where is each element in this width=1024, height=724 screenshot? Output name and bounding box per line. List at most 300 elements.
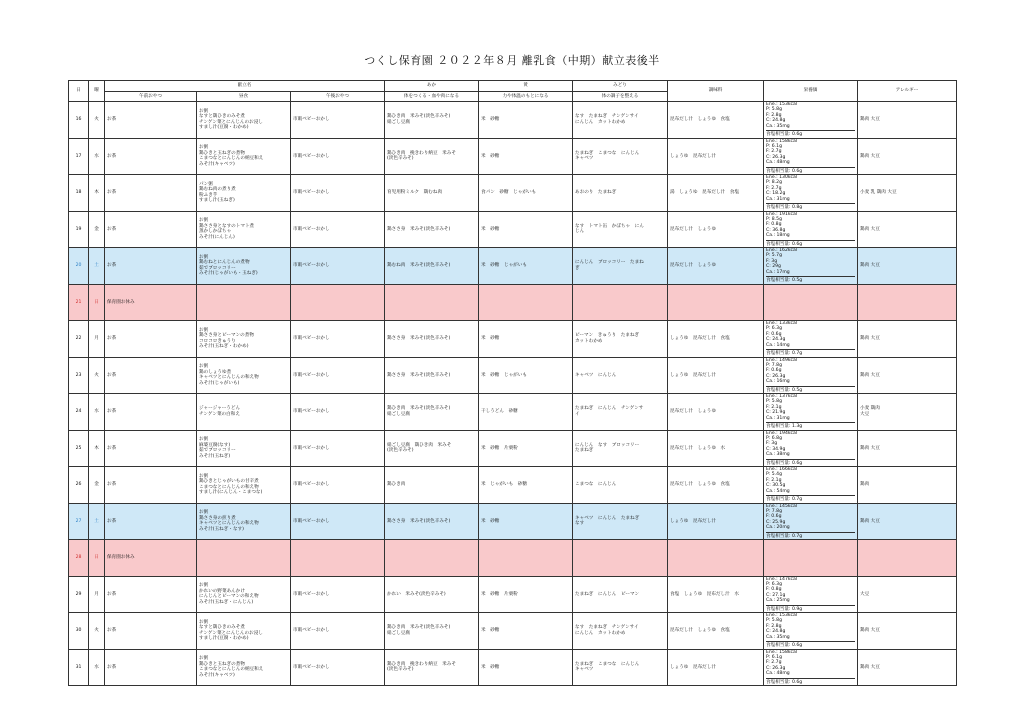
allergy-cell: 大豆 bbox=[858, 576, 957, 613]
seasoning-cell: 昆布だし汁 しょうゆ bbox=[668, 248, 764, 285]
nutrition-value: Ene.: 166kcal bbox=[766, 467, 798, 473]
lunch-item: 鶏ひきと玉ねぎの煮物 bbox=[199, 661, 245, 667]
nutrition-value: Ca.: 48mg bbox=[766, 671, 790, 677]
lunch-cell bbox=[197, 649, 291, 686]
am-snack-cell: お茶 bbox=[105, 138, 197, 175]
seasoning-cell: 昆布だし汁 しょうゆ 水 bbox=[668, 430, 764, 467]
dow-cell: 木 bbox=[89, 430, 105, 467]
allergy-cell: 鶏肉 大豆 bbox=[858, 102, 957, 139]
aka-cell: 鶏ひき肉 米みそ(淡色辛みそ) 絹ごし豆腐 bbox=[385, 613, 479, 650]
midori-cell: たまねぎ にんじん チンゲンサ イ bbox=[573, 394, 668, 431]
dow-cell: 土 bbox=[89, 248, 105, 285]
allergy-cell bbox=[858, 284, 957, 321]
dow-cell: 土 bbox=[89, 503, 105, 540]
lunch-item: 粉ふき芋 bbox=[199, 192, 218, 198]
seasoning-cell: しょうゆ 昆布だし汁 食塩 bbox=[668, 321, 764, 358]
midori-cell: あおのり たまねぎ bbox=[573, 175, 668, 212]
lunch-item: 鶏ささ身とピーマンの煮物 bbox=[199, 333, 254, 339]
nutrition-value: C: 24.3g bbox=[766, 337, 786, 343]
nutrition-value: P: 5.7g bbox=[766, 253, 782, 259]
nutrition-value: Ca.: 31mg bbox=[766, 196, 790, 202]
lunch-item: お粥 bbox=[199, 108, 209, 114]
dow-cell: 火 bbox=[89, 102, 105, 139]
header-allergy: アレルギー bbox=[858, 81, 957, 102]
lunch-item: 鶏ささ身となすのトマト煮 bbox=[199, 223, 255, 229]
lunch-item: パン粥 bbox=[199, 181, 213, 187]
menu-row bbox=[69, 321, 957, 358]
lunch-cell bbox=[197, 211, 291, 248]
nutrition-value: Ca.: 20mg bbox=[766, 525, 790, 531]
lunch-item: ジャージャーうどん bbox=[199, 406, 241, 412]
lunch-item: こまつなとにんじんの納豆和え bbox=[199, 667, 264, 673]
dow-cell: 金 bbox=[89, 211, 105, 248]
lunch-cell bbox=[197, 467, 291, 504]
lunch-item: こまつなとにんじんの納豆和え bbox=[199, 156, 264, 162]
lunch-cell bbox=[197, 430, 291, 467]
lunch-item: コロコロきゅうり bbox=[199, 338, 236, 344]
menu-row bbox=[69, 138, 957, 175]
nutrition-value: Ca.: 14mg bbox=[766, 342, 790, 348]
midori-cell: キャベツ にんじん bbox=[573, 357, 668, 394]
aka-cell: 鶏ひき肉 bbox=[385, 467, 479, 504]
nutrition-value: C: 29g bbox=[766, 264, 781, 270]
lunch-item: すまし汁(豆腐・わかめ) bbox=[199, 636, 249, 642]
menu-row bbox=[69, 430, 957, 467]
nutrition-value: P: 5.8g bbox=[766, 618, 782, 624]
lunch-item: お粥 bbox=[199, 218, 209, 224]
nutrition-value: F: 0.6g bbox=[766, 331, 782, 337]
header-chomiryo: 調味料 bbox=[668, 81, 764, 102]
salt-value: 食塩相当量: 0.6g bbox=[766, 240, 855, 247]
kiiro-cell: 米 砂糖 bbox=[479, 613, 573, 650]
menu-row bbox=[69, 284, 957, 321]
nutrition-value: C: 24.8g bbox=[766, 118, 786, 124]
lunch-item: 鶏のしょうゆ煮 bbox=[199, 369, 232, 375]
menu-row bbox=[69, 503, 957, 540]
nutrition-value: Ene.: 147kcal bbox=[766, 576, 798, 582]
header-gozen: 午前おやつ bbox=[105, 92, 197, 102]
aka-cell: 鶏ひき肉 米みそ(淡色辛みそ) 絹ごし豆腐 bbox=[385, 102, 479, 139]
menu-row bbox=[69, 467, 957, 504]
kiiro-cell: 米 砂糖 bbox=[479, 102, 573, 139]
menu-table bbox=[68, 80, 957, 686]
menu-row bbox=[69, 394, 957, 431]
am-snack-cell: お茶 bbox=[105, 649, 197, 686]
am-snack-cell: お茶 bbox=[105, 357, 197, 394]
salt-value: 食塩相当量: 1.3g bbox=[766, 422, 855, 429]
header-aka: あか bbox=[385, 81, 479, 92]
nutrition-value: P: 5.4g bbox=[766, 472, 782, 478]
nutrition-value: C: 34.9g bbox=[766, 446, 786, 452]
midori-cell: こまつな にんじん bbox=[573, 467, 668, 504]
lunch-cell bbox=[197, 576, 291, 613]
seasoning-cell: しょうゆ 昆布だし汁 bbox=[668, 138, 764, 175]
nutrition-value: F: 0.8g bbox=[766, 587, 782, 593]
lunch-item: みそ汁(にんじん) bbox=[199, 234, 235, 240]
lunch-cell bbox=[197, 284, 291, 321]
date-cell: 27 bbox=[69, 503, 89, 540]
lunch-item: お粥 bbox=[199, 327, 209, 333]
salt-value: 食塩相当量: 0.5g bbox=[766, 276, 855, 283]
lunch-item: 鶏むね肉の煮り煮 bbox=[199, 187, 236, 193]
nutrition-value: P: 8.5g bbox=[766, 216, 782, 222]
pm-snack-cell: 市販ベビーおかし bbox=[291, 649, 385, 686]
lunch-item: みそ汁(玉ねぎ・なす) bbox=[199, 526, 244, 532]
pm-snack-cell: 市販ベビーおかし bbox=[291, 503, 385, 540]
header-aka-sub: 体をつくる・血や肉になる bbox=[385, 92, 479, 102]
lunch-item: お粥 bbox=[199, 437, 209, 443]
dow-cell: 日 bbox=[89, 540, 105, 577]
nutrition-value: Ene.: 191kcal bbox=[766, 211, 798, 217]
nutrition-value: Ca.: 48mg bbox=[766, 160, 790, 166]
aka-cell: 鶏ささ身 米みそ(淡色辛みそ) bbox=[385, 357, 479, 394]
midori-cell: なす たまねぎ チンゲンサイ にんじん カットわかめ bbox=[573, 613, 668, 650]
midori-cell: なす たまねぎ チンゲンサイ にんじん カットわかめ bbox=[573, 102, 668, 139]
allergy-cell: 鶏肉 大豆 bbox=[858, 649, 957, 686]
kiiro-cell bbox=[479, 284, 573, 321]
lunch-item: お粥 bbox=[199, 145, 209, 151]
menu-row bbox=[69, 211, 957, 248]
date-cell: 22 bbox=[69, 321, 89, 358]
nutrition-cell bbox=[764, 613, 858, 650]
date-cell: 18 bbox=[69, 175, 89, 212]
allergy-cell: 小麦 鶏肉 大豆 bbox=[858, 394, 957, 431]
date-cell: 17 bbox=[69, 138, 89, 175]
nutrition-value: Ene.: 153kcal bbox=[766, 102, 798, 108]
am-snack-cell: お茶 bbox=[105, 102, 197, 139]
nutrition-value: Ca.: 38mg bbox=[766, 452, 790, 458]
am-snack-cell: お茶 bbox=[105, 211, 197, 248]
midori-cell: ピーマン きゅうり たまねぎ カットわかめ bbox=[573, 321, 668, 358]
salt-value: 食塩相当量: 0.6g bbox=[766, 678, 855, 685]
nutrition-value: F: 2.1g bbox=[766, 477, 782, 483]
kiiro-cell: 米 じゃがいも 砂糖 bbox=[479, 467, 573, 504]
am-snack-cell: お茶 bbox=[105, 576, 197, 613]
nutrition-value: P: 6.3g bbox=[766, 326, 782, 332]
allergy-cell: 鶏肉 大豆 bbox=[858, 430, 957, 467]
lunch-item: お粥 bbox=[199, 473, 209, 479]
nutrition-cell bbox=[764, 138, 858, 175]
lunch-item: みそ汁(玉ねぎ・にんじん) bbox=[199, 599, 254, 605]
am-snack-cell: お茶 bbox=[105, 613, 197, 650]
kiiro-cell: 米 砂糖 bbox=[479, 649, 573, 686]
pm-snack-cell: 市販ベビーおかし bbox=[291, 211, 385, 248]
salt-value: 食塩相当量: 0.6g bbox=[766, 459, 855, 466]
kiiro-cell: 米 砂糖 片栗粉 bbox=[479, 430, 573, 467]
lunch-item: チンゲン菜とにんじんのお浸し bbox=[199, 630, 263, 636]
lunch-item: すまし汁(豆腐・わかめ) bbox=[199, 125, 249, 131]
am-snack-cell: お茶 bbox=[105, 175, 197, 212]
lunch-item: みそ汁(キャベツ) bbox=[199, 161, 235, 167]
header-kiiro: 黄 bbox=[479, 81, 573, 92]
nutrition-value: C: 30.5g bbox=[766, 483, 786, 489]
aka-cell: 鶏ひき肉 挽きわり納豆 米みそ (淡色辛みそ) bbox=[385, 649, 479, 686]
am-snack-cell: お茶 bbox=[105, 394, 197, 431]
nutrition-value: F: 0.6g bbox=[766, 514, 782, 520]
menu-body bbox=[69, 102, 957, 686]
lunch-cell bbox=[197, 321, 291, 358]
nutrition-value: F: 2.8g bbox=[766, 112, 782, 118]
menu-row bbox=[69, 613, 957, 650]
nutrition-value: C: 27.1g bbox=[766, 592, 786, 598]
date-cell: 26 bbox=[69, 467, 89, 504]
nutrition-value: Ca.: 54mg bbox=[766, 488, 790, 494]
date-cell: 20 bbox=[69, 248, 89, 285]
am-snack-cell: 保育園お休み bbox=[105, 284, 197, 321]
lunch-cell bbox=[197, 540, 291, 577]
nutrition-value: Ene.: 149kcal bbox=[766, 357, 798, 363]
pm-snack-cell: 市販ベビーおかし bbox=[291, 613, 385, 650]
nutrition-value: Ca.: 18mg bbox=[766, 233, 790, 239]
salt-value: 食塩相当量: 0.7g bbox=[766, 349, 855, 356]
nutrition-cell bbox=[764, 211, 858, 248]
nutrition-cell bbox=[764, 248, 858, 285]
midori-cell bbox=[573, 540, 668, 577]
nutrition-cell bbox=[764, 576, 858, 613]
dow-cell: 月 bbox=[89, 576, 105, 613]
nutrition-value: Ene.: 158kcal bbox=[766, 138, 798, 144]
allergy-cell bbox=[858, 540, 957, 577]
salt-value: 食塩相当量: 0.6g bbox=[766, 641, 855, 648]
salt-value: 食塩相当量: 0.8g bbox=[766, 203, 855, 210]
menu-row bbox=[69, 102, 957, 139]
kiiro-cell: 米 砂糖 bbox=[479, 211, 573, 248]
lunch-item: なすと鶏ひきのみそ煮 bbox=[199, 625, 245, 631]
date-cell: 24 bbox=[69, 394, 89, 431]
midori-cell: たまねぎ こまつな にんじん キャベツ bbox=[573, 649, 668, 686]
lunch-item: お粥 bbox=[199, 510, 209, 516]
dow-cell: 日 bbox=[89, 284, 105, 321]
kiiro-cell: 干しうどん 砂糖 bbox=[479, 394, 573, 431]
kiiro-cell: 米 砂糖 片栗粉 bbox=[479, 576, 573, 613]
nutrition-value: Ca.: 16mg bbox=[766, 379, 790, 385]
nutrition-value: F: 2.7g bbox=[766, 149, 782, 155]
date-cell: 23 bbox=[69, 357, 89, 394]
aka-cell: 鶏ささ身 米みそ(淡色辛みそ) bbox=[385, 211, 479, 248]
nutrition-value: P: 6.1g bbox=[766, 654, 782, 660]
allergy-cell: 小麦 乳 鶏肉 大豆 bbox=[858, 175, 957, 212]
nutrition-value: Ca.: 25mg bbox=[766, 598, 790, 604]
seasoning-cell: 湯 しょうゆ 昆布だし汁 食塩 bbox=[668, 175, 764, 212]
pm-snack-cell: 市販ベビーおかし bbox=[291, 576, 385, 613]
seasoning-cell bbox=[668, 540, 764, 577]
nutrition-value: F: 2.7g bbox=[766, 185, 782, 191]
date-cell: 19 bbox=[69, 211, 89, 248]
nutrition-value: C: 21.9g bbox=[766, 410, 786, 416]
menu-row bbox=[69, 357, 957, 394]
nutrition-cell bbox=[764, 102, 858, 139]
seasoning-cell: 昆布だし汁 しょうゆ bbox=[668, 211, 764, 248]
nutrition-value: C: 26.3g bbox=[766, 373, 786, 379]
lunch-item: みそ汁(じゃがいも・玉ねぎ) bbox=[199, 271, 258, 277]
lunch-item: こまつなとにんじんの和え物 bbox=[199, 484, 259, 490]
lunch-cell bbox=[197, 102, 291, 139]
kiiro-cell: 食パン 砂糖 じゃがいも bbox=[479, 175, 573, 212]
lunch-cell bbox=[197, 175, 291, 212]
aka-cell bbox=[385, 540, 479, 577]
header-eiyouka: 栄養価 bbox=[764, 81, 858, 102]
salt-value: 食塩相当量: 0.6g bbox=[766, 130, 855, 137]
lunch-cell bbox=[197, 357, 291, 394]
nutrition-value: F: 0.6g bbox=[766, 368, 782, 374]
lunch-item: 鶏むねとにんじんの煮物 bbox=[199, 260, 250, 266]
lunch-item: キャベツとにんじんの和え物 bbox=[199, 375, 259, 381]
dow-cell: 火 bbox=[89, 357, 105, 394]
nutrition-cell bbox=[764, 175, 858, 212]
header-chushoku: 昼食 bbox=[197, 92, 291, 102]
kiiro-cell: 米 砂糖 bbox=[479, 138, 573, 175]
nutrition-value: P: 8.2g bbox=[766, 180, 782, 186]
lunch-item: みそ汁(玉ねぎ) bbox=[199, 453, 231, 459]
lunch-item: 蒸かしかぼちゃ bbox=[199, 229, 232, 235]
lunch-item: みそ汁(じゃがいも) bbox=[199, 380, 240, 386]
allergy-cell: 鶏肉 bbox=[858, 467, 957, 504]
nutrition-value: Ca.: 31mg bbox=[766, 415, 790, 421]
nutrition-value: F: 2.8g bbox=[766, 623, 782, 629]
seasoning-cell: しょうゆ 昆布だし汁 bbox=[668, 503, 764, 540]
nutrition-value: Ene.: 130kcal bbox=[766, 175, 798, 181]
header-date: 日 bbox=[69, 81, 89, 102]
menu-row bbox=[69, 576, 957, 613]
nutrition-value: Ene.: 162kcal bbox=[766, 248, 798, 254]
lunch-cell bbox=[197, 248, 291, 285]
lunch-item: 茹でブロッコリー bbox=[199, 448, 236, 454]
salt-value: 食塩相当量: 0.7g bbox=[766, 532, 855, 539]
lunch-cell bbox=[197, 394, 291, 431]
nutrition-value: P: 6.8g bbox=[766, 435, 782, 441]
header-kiiro-sub: 力や体温のもとになる bbox=[479, 92, 573, 102]
nutrition-value: Ene.: 133kcal bbox=[766, 321, 798, 327]
allergy-cell: 鶏肉 大豆 bbox=[858, 357, 957, 394]
pm-snack-cell: 市販ベビーおかし bbox=[291, 102, 385, 139]
aka-cell: 鶏ささ身 米みそ(淡色辛みそ) bbox=[385, 503, 479, 540]
header-midori: みどり bbox=[573, 81, 668, 92]
lunch-item: お粥 bbox=[199, 619, 209, 625]
lunch-cell bbox=[197, 138, 291, 175]
lunch-item: お粥 bbox=[199, 364, 209, 370]
lunch-item: 鶏ひきと玉ねぎの煮物 bbox=[199, 150, 245, 156]
header-kondate: 献立名 bbox=[105, 81, 385, 92]
nutrition-cell bbox=[764, 394, 858, 431]
aka-cell: 鶏ささ身 米みそ(淡色辛みそ) bbox=[385, 321, 479, 358]
salt-value: 食塩相当量: 0.5g bbox=[766, 386, 855, 393]
nutrition-value: F: 2.1g bbox=[766, 404, 782, 410]
lunch-item: すまし汁(玉ねぎ) bbox=[199, 198, 235, 204]
nutrition-value: C: 36.8g bbox=[766, 227, 786, 233]
lunch-item: かれいの野菜あんかけ bbox=[199, 588, 245, 594]
nutrition-value: Ca.: 17mg bbox=[766, 269, 790, 275]
midori-cell: たまねぎ こまつな にんじん キャベツ bbox=[573, 138, 668, 175]
menu-row bbox=[69, 649, 957, 686]
menu-row bbox=[69, 540, 957, 577]
dow-cell: 金 bbox=[89, 467, 105, 504]
kiiro-cell: 米 砂糖 じゃがいも bbox=[479, 248, 573, 285]
lunch-item: キャベツとにんじんの和え物 bbox=[199, 521, 259, 527]
nutrition-value: Ene.: 145kcal bbox=[766, 503, 798, 509]
nutrition-value: P: 7.8g bbox=[766, 362, 782, 368]
nutrition-value: Ca.: 35mg bbox=[766, 123, 790, 129]
nutrition-value: P: 6.3g bbox=[766, 581, 782, 587]
lunch-item: 鶏ひきとじゃがいもの甘辛煮 bbox=[199, 479, 259, 485]
date-cell: 29 bbox=[69, 576, 89, 613]
nutrition-value: C: 26.3g bbox=[766, 665, 786, 671]
nutrition-value: F: 0.8g bbox=[766, 222, 782, 228]
seasoning-cell: しょうゆ 昆布だし汁 bbox=[668, 649, 764, 686]
salt-value: 食塩相当量: 0.9g bbox=[766, 605, 855, 612]
page-title: つくし保育園 ２０２２年８月 離乳食（中期）献立表後半 bbox=[364, 54, 660, 67]
pm-snack-cell: 市販ベビーおかし bbox=[291, 467, 385, 504]
seasoning-cell: しょうゆ 昆布だし汁 bbox=[668, 357, 764, 394]
nutrition-value: P: 5.8g bbox=[766, 399, 782, 405]
nutrition-cell bbox=[764, 503, 858, 540]
midori-cell bbox=[573, 284, 668, 321]
aka-cell: 鶏むね肉 米みそ(淡色辛みそ) bbox=[385, 248, 479, 285]
nutrition-value: Ene.: 194kcal bbox=[766, 430, 798, 436]
lunch-item: すまし汁(にんじん・こまつな) bbox=[199, 490, 263, 496]
date-cell: 30 bbox=[69, 613, 89, 650]
kiiro-cell bbox=[479, 540, 573, 577]
am-snack-cell: お茶 bbox=[105, 321, 197, 358]
nutrition-value: C: 25.9g bbox=[766, 519, 786, 525]
nutrition-cell bbox=[764, 540, 858, 577]
midori-cell: キャベツ にんじん たまねぎ なす bbox=[573, 503, 668, 540]
am-snack-cell: お茶 bbox=[105, 248, 197, 285]
nutrition-value: C: 26.3g bbox=[766, 154, 786, 160]
nutrition-value: F: 2.7g bbox=[766, 660, 782, 666]
lunch-item: お粥 bbox=[199, 656, 209, 662]
header-gogo: 午後おやつ bbox=[291, 92, 385, 102]
dow-cell: 水 bbox=[89, 649, 105, 686]
aka-cell: かれい 米みそ(淡色辛みそ) bbox=[385, 576, 479, 613]
date-cell: 25 bbox=[69, 430, 89, 467]
date-cell: 28 bbox=[69, 540, 89, 577]
lunch-item: にんじんとピーマンの和え物 bbox=[199, 594, 259, 600]
allergy-cell: 鶏肉 大豆 bbox=[858, 211, 957, 248]
dow-cell: 水 bbox=[89, 394, 105, 431]
menu-row bbox=[69, 248, 957, 285]
allergy-cell: 鶏肉 大豆 bbox=[858, 503, 957, 540]
date-cell: 21 bbox=[69, 284, 89, 321]
seasoning-cell: 昆布だし汁 しょうゆ bbox=[668, 394, 764, 431]
am-snack-cell: 保育園お休み bbox=[105, 540, 197, 577]
allergy-cell: 鶏肉 大豆 bbox=[858, 321, 957, 358]
nutrition-value: C: 24.8g bbox=[766, 629, 786, 635]
lunch-item: みそ汁(キャベツ) bbox=[199, 672, 235, 678]
kiiro-cell: 米 砂糖 bbox=[479, 321, 573, 358]
dow-cell: 木 bbox=[89, 175, 105, 212]
pm-snack-cell: 市販ベビーおかし bbox=[291, 175, 385, 212]
nutrition-cell bbox=[764, 649, 858, 686]
kiiro-cell: 米 砂糖 bbox=[479, 503, 573, 540]
seasoning-cell: 昆布だし汁 しょうゆ 食塩 bbox=[668, 613, 764, 650]
nutrition-cell bbox=[764, 321, 858, 358]
allergy-cell: 鶏肉 大豆 bbox=[858, 248, 957, 285]
salt-value: 食塩相当量: 0.7g bbox=[766, 495, 855, 502]
lunch-item: チンゲン菜とにんじんのお浸し bbox=[199, 119, 263, 125]
lunch-item: チンゲン菜の白和え bbox=[199, 411, 240, 417]
aka-cell bbox=[385, 284, 479, 321]
pm-snack-cell: 市販ベビーおかし bbox=[291, 138, 385, 175]
seasoning-cell bbox=[668, 284, 764, 321]
nutrition-value: Ene.: 158kcal bbox=[766, 649, 798, 655]
lunch-cell bbox=[197, 613, 291, 650]
midori-cell: たまねぎ にんじん ピーマン bbox=[573, 576, 668, 613]
dow-cell: 月 bbox=[89, 321, 105, 358]
nutrition-value: P: 6.1g bbox=[766, 143, 782, 149]
allergy-cell: 鶏肉 大豆 bbox=[858, 138, 957, 175]
nutrition-value: Ene.: 137kcal bbox=[766, 394, 798, 400]
pm-snack-cell bbox=[291, 284, 385, 321]
